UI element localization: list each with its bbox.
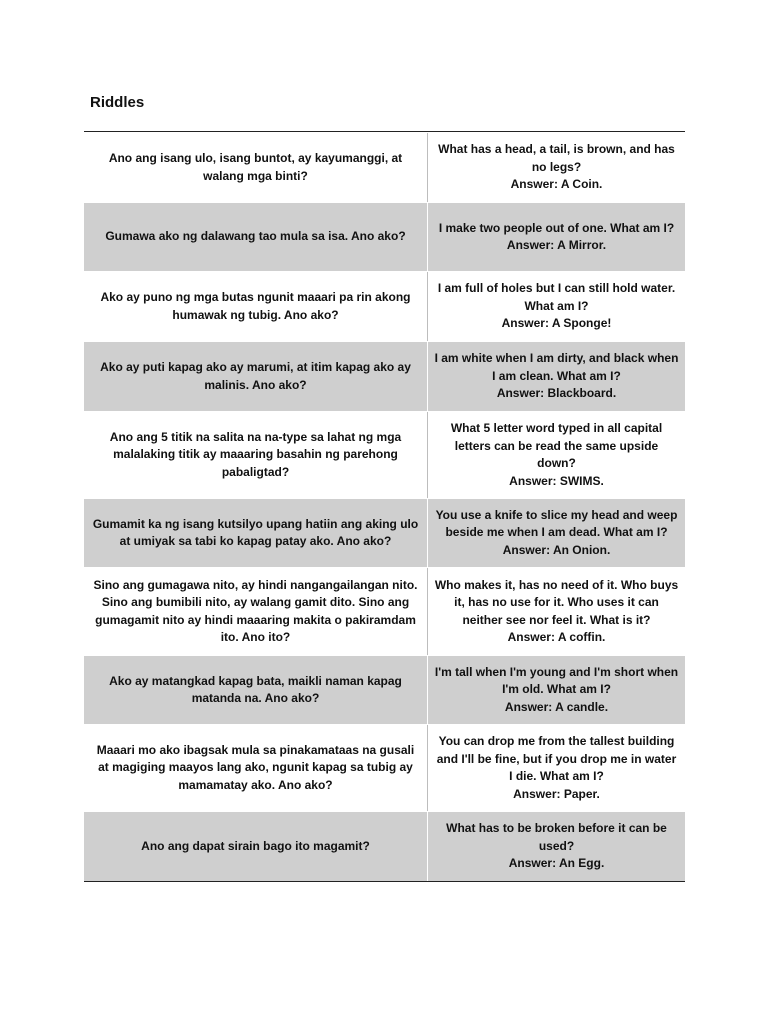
tagalog-riddle: Ano ang isang ulo, isang buntot, ay kayumanggi, at walang mga binti? (108, 151, 403, 183)
english-riddle: What 5 letter word typed in all capital letters can be read the same upside down? Answer: SWIMS. (427, 412, 685, 498)
tagalog-riddle: Ako ay puno ng mga butas ngunit maaari pa rin akong humawak ng tubig. Ano ako? (100, 290, 411, 322)
tagalog-riddle: Ako ay puti kapag ako ay marumi, at itim kapag ako ay malinis. Ano ako? (100, 360, 411, 392)
riddle-answer: Answer: A coffin. (507, 630, 606, 644)
english-riddle: I am white when I am dirty, and black when I am clean. What am I? Answer: Blackboard. (427, 342, 685, 411)
table-row (84, 812, 685, 881)
table-row (84, 499, 685, 568)
tagalog-riddle: Gumawa ako ng dalawang tao mula sa isa. Ano ako? (105, 229, 406, 244)
page-title: Riddles (90, 94, 145, 111)
riddle-answer: Answer: A Sponge! (501, 316, 612, 331)
tagalog-riddle: Gumamit ka ng isang kutsilyo upang hatiin ang aking ulo at umiyak sa tabi ko kapag patay ako. Ano ako? (92, 516, 419, 548)
riddle-answer: Answer: A candle. (504, 699, 609, 714)
english-riddle: What has to be broken before it can be used? Answer: An Egg. (427, 812, 685, 881)
english-riddle: Who makes it, has no need of it. Who buys it, has no use for it. Who uses it can neither see nor feel it. What is it? Answer: A coffin. (427, 568, 685, 655)
table-row (84, 568, 685, 656)
english-riddle: I make two people out of one. What am I? Answer: A Mirror. (427, 203, 685, 271)
tagalog-riddle: Ako ay matangkad kapag bata, maikli naman kapag matanda na. Ano ako? (109, 673, 402, 705)
table-row (84, 342, 685, 412)
english-riddle: You use a knife to slice my head and weep beside me when I am dead. What am I? Answer: An Onion. (427, 499, 685, 567)
english-riddle: What has a head, a tail, is brown, and has no legs? Answer: A Coin. (427, 133, 685, 202)
table-row (84, 272, 685, 342)
table-row (84, 656, 685, 725)
english-riddle: I am full of holes but I can still hold water. What am I? Answer: A Sponge! (427, 272, 685, 341)
riddle-answer: Answer: A Coin. (510, 177, 603, 192)
table-row (84, 132, 685, 203)
riddle-answer: Answer: SWIMS. (509, 473, 604, 488)
table-row (84, 203, 685, 272)
english-riddle: I'm tall when I'm young and I'm short when I'm old. What am I? Answer: A candle. (427, 656, 685, 724)
tagalog-riddle: Sino ang gumagawa nito, ay hindi nangangailangan nito. Sino ang bumibili nito, ay walang gamit dito. Sino ang gumagamit nito ay hindi maaaring makita o pakiramdam ito. Ano ito? (93, 577, 418, 644)
riddle-answer: Answer: An Onion. (502, 542, 611, 557)
tagalog-riddle: Ano ang dapat sirain bago ito magamit? (141, 838, 370, 853)
riddle-answer: Answer: An Egg. (508, 856, 605, 871)
tagalog-riddle: Ano ang 5 titik na salita na na-type sa lahat ng mga malalaking titik ay maaaring basahin ng parehong pabaligtad? (109, 429, 402, 479)
table-row (84, 412, 685, 499)
english-riddle: You can drop me from the tallest building and I'll be fine, but if you drop me in water I die. What am I? Answer: Paper. (427, 725, 685, 811)
riddle-table (84, 131, 685, 882)
riddle-answer: Answer: Blackboard. (496, 386, 617, 401)
tagalog-riddle: Maaari mo ako ibagsak mula sa pinakamataas na gusali at magiging maayos lang ako, ngunit kapag sa tubig ay mamamatay ako. Ano ako? (96, 742, 415, 792)
riddle-answer: Answer: A Mirror. (506, 238, 607, 252)
table-row (84, 725, 685, 812)
riddle-answer: Answer: Paper. (513, 786, 600, 801)
